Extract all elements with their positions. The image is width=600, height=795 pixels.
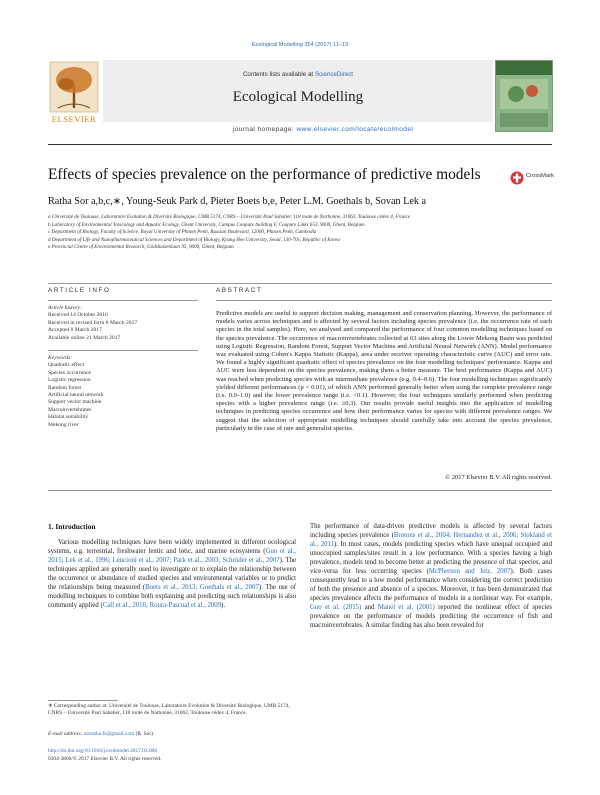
history-online: Available online 21 March 2017: [48, 334, 121, 341]
crossmark-icon: [510, 171, 524, 185]
citation-link[interactable]: Guo et al., 2015; Lek et al., 1996; Lencioni et al., 2007; Park et al., 2003; Schröder et al., 2007: [48, 548, 296, 564]
citation-link[interactable]: Call et al., 2016; Roura-Pascual et al., 2009: [102, 602, 222, 609]
keyword: Artificial neural network: [48, 392, 104, 399]
contents-prefix: Contents lists available at: [242, 71, 315, 78]
abstract-heading: ABSTRACT: [216, 287, 263, 294]
affiliation-rule: [48, 283, 552, 284]
doi-link[interactable]: http://dx.doi.org/10.1016/j.ecolmodel.2017.03.006: [48, 748, 158, 754]
intro-heading: 1. Introduction: [48, 522, 96, 531]
body-text: ). Both cases consequently lead to a low model performance when considering the correct prediction of both the presence and absence of a species. Moreover, it has been demonstrated that species prevalence affects the performance of models in a nonlinear way. For example,: [310, 568, 552, 602]
journal-cover-image: [495, 60, 553, 132]
keyword: Species occurrence: [48, 369, 92, 376]
keyword: Logistic regression: [48, 377, 91, 384]
body-text: Various modelling techniques have been widely implemented in different ecological systems, e.g. terrestrial, freshwater lentic and lotic, and marine ecosystems (: [48, 539, 296, 555]
body-text: The performance of data-driven predictive models is affected by several factors including species prevalence (: [310, 523, 552, 539]
crossmark-badge[interactable]: [510, 170, 560, 186]
issn-copyright: 0304-3800/© 2017 Elsevier B.V. All rights reserved.: [48, 756, 162, 762]
keywords-label: Keywords:: [48, 355, 73, 361]
body-text: ).: [221, 602, 226, 609]
sciencedirect-link[interactable]: ScienceDirect: [314, 71, 354, 78]
affiliation-c: c Department of Biology, Faculty of Science, Royal University of Phnom Penh, Russian Boulevard, 12000, Phnom Penh, Cambodia: [48, 229, 317, 236]
masthead-rule: [48, 144, 552, 145]
article-history: [48, 305, 208, 342]
body-text: reported the nonlinear effect of species prevalence on the performance of models predicting the occurrence of fish and macroinvertebrates. A similar finding has also been revealed for: [310, 604, 553, 629]
affiliation-d: d Department of Life and Nanopharmaceutical Sciences and Department of Biology, Kyung Hee University, Seoul, 130-701, Republic of Korea: [48, 236, 340, 243]
affiliation-e: e Provincial Centre of Environmental Research, Godshuizenlaan 95, 9000, Ghent, Belgium: [48, 244, 234, 251]
affiliation-a: a Université de Toulouse, Laboratoire Evolution & Diversité Biologique, UMR 5174, CNRS – Université Paul Sabatier, 118 route de Narbonne, 31062, Toulouse cédex 4, France: [48, 214, 411, 220]
crossmark-label: CrossMark: [526, 173, 555, 179]
body-text: ). The techniques applied are generally used to investigate or to explain the relationship between the occurrence or abundance of studied species and environmental variables or to predict the relationships being measured (: [48, 557, 297, 591]
affiliations: [48, 214, 552, 252]
publisher-name: ELSEVIER: [51, 114, 97, 124]
history-revised: Received in revised form 8 March 2017: [48, 319, 138, 326]
contents-line: [103, 71, 493, 78]
footnote-email: [48, 731, 296, 738]
abstract-end-rule: [48, 490, 552, 491]
article-title: Effects of species prevalence on the performance of predictive models: [48, 166, 481, 183]
intro-right-column: [310, 522, 552, 630]
body-text: ). The use of modelling techniques to combine both explaining and predicting such relationships is also commonly applied (: [48, 584, 297, 609]
keyword: Mekong river: [48, 421, 79, 428]
homepage-url-link[interactable]: www.elsevier.com/locate/ecolmodel: [296, 126, 414, 133]
article-info-heading: ARTICLE INFO: [48, 287, 111, 294]
email-suffix: (R. Sor).: [134, 731, 155, 737]
history-label: Article history:: [48, 305, 83, 311]
citation-link[interactable]: Brotons et al., 2004; Hernandez et al., 2006; Stokland et al., 2011: [310, 532, 552, 548]
abstract-rule: [216, 300, 552, 301]
keyword: Quadratic effect: [48, 362, 85, 369]
email-label: E-mail address:: [48, 731, 84, 737]
citation-link[interactable]: McPherson and Jetz, 2007: [428, 568, 511, 575]
history-accepted: Accepted 8 March 2017: [48, 327, 102, 334]
email-link[interactable]: sorratha.fs@gmail.com: [83, 731, 135, 737]
keywords: [48, 355, 208, 429]
history-received: Received 14 October 2016: [48, 312, 108, 319]
journal-name: Ecological Modelling: [232, 89, 364, 105]
elsevier-logo: [48, 60, 100, 128]
keyword: Macroinvertebrates: [48, 406, 92, 413]
footnote-rule: [48, 700, 118, 701]
body-text: ). In most cases, models predicting species which have unequal occupied and unoccupied samples/sites result in a low performance. With a species having a high prevalence, models tend to become better at predicting the presence of that species, and vice-versa for less occurring species (: [310, 541, 552, 575]
citation-link[interactable]: Boets et al., 2013; Goethals et al., 2007: [145, 584, 259, 591]
footnote-corresponding: ∗ Corresponding author at: Université de Toulouse, Laboratoire Evolution & Diversité Biologique, UMR 5174, CNRS – Université Paul Sabatier, 118 route de Narbonne, 31062, Toulouse cédex 4, France.: [48, 703, 290, 716]
keyword: Random forest: [48, 384, 82, 391]
citation-link[interactable]: Manel et al. (2001): [377, 604, 435, 611]
body-text: and: [361, 604, 378, 611]
article-info-rule: [48, 300, 198, 301]
citation-link[interactable]: Guo et al. (2015): [310, 604, 362, 611]
affiliation-b: b Laboratory of Environmental Toxicology and Aquatic Ecology, Ghent University, Campus Coupure building F, Coupure Links 653, 9000, Ghent, Belgium: [48, 221, 365, 228]
journal-homepage: [103, 126, 543, 133]
author-list: Ratha Sor a,b,c,∗, Young-Seuk Park d, Pieter Boets b,e, Peter L.M. Goethals b, Sovan Lek a: [48, 196, 427, 207]
journal-citation-link[interactable]: Ecological Modelling 354 (2017) 11–19: [251, 42, 349, 48]
keywords-rule: [48, 350, 198, 351]
homepage-label: journal homepage:: [232, 126, 297, 133]
intro-left-column: [48, 538, 296, 610]
abstract-copyright: © 2017 Elsevier B.V. All rights reserved.: [445, 474, 552, 481]
keyword: Support vector machine: [48, 399, 102, 406]
keyword: Habitat suitability: [48, 414, 89, 421]
abstract-text: Predictive models are useful to support decision making, management and conservation planning. However, the performance of models varies across techniques and is affected by several factors including species prevalence (i.e. the occurrence rate of each species in the total samples). Here, we analysed and compared the performance of four common modelling techniques based on the species prevalence. The occurrence of macroinvertebrates collected at 63 sites along the Lower Mekong Basin was predicted using Logistic Regression, Random Forest, Support Vector Machine and Artificial Neural Network (ANN). Model performance was evaluated using Cohen's Kappa Statistic (Kappa), area under receiver operating characteristic curve (AUC) and error rate. We found a highly significant quadratic effect of species prevalence on the four modelling techniques' performance. Kappa and AUC were less dependent on the species prevalence, making them a better measure. The best performance (Kappa and AUC) was reached when predicting species with an intermediate prevalence (e.g. 0.4–0.6). The four modelling techniques significantly yielded different performances (p < 0.01), of which ANN performed generally better when using the complete prevalence range (i.e. 0.0–1.0) and the lower prevalence range (i.e. <0.1). However, the four techniques similarly performed when predicting species with a higher prevalence range (i.e. ≥0.3). Our results provide useful insights into the application of modelling techniques in predicting species occurrence and how their performance varies for species with different prevalence ranges. We suggest that the selection of appropriate modelling techniques should carefully take into account the species prevalence, particularly in the case of rare and generalist species.: [216, 310, 552, 432]
